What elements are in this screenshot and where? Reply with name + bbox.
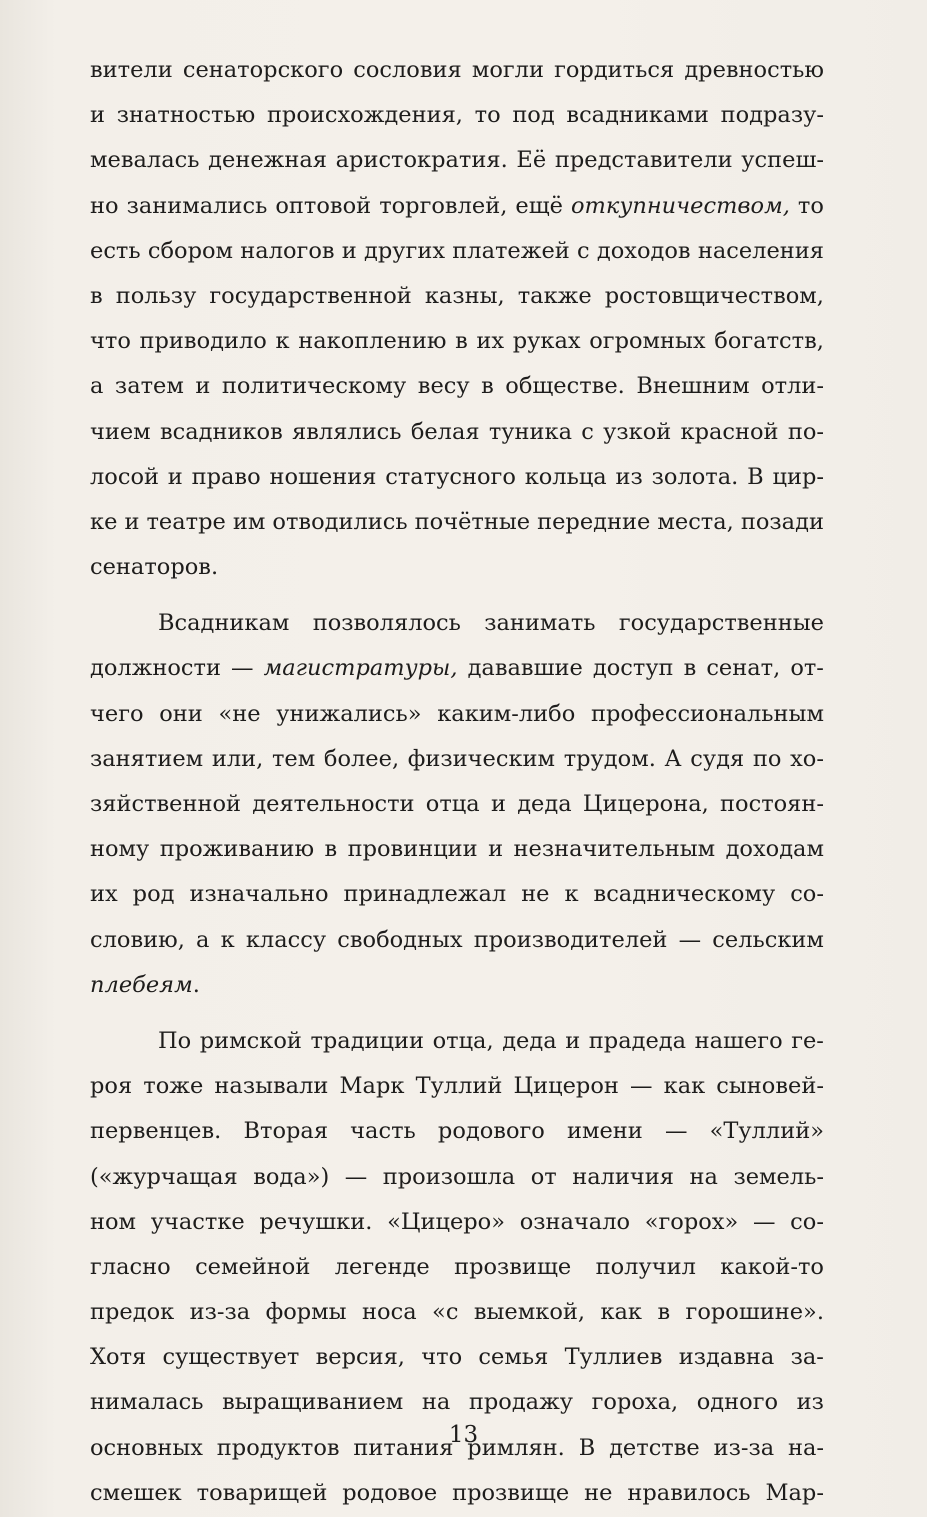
- word: что: [421, 1344, 463, 1371]
- word: —: [752, 1208, 776, 1235]
- text-line: [90, 1290, 824, 1335]
- word: ном: [90, 1208, 137, 1235]
- paragraph: [90, 48, 824, 590]
- text-line: [90, 500, 824, 545]
- word: —: [664, 1118, 688, 1145]
- word: и: [488, 836, 504, 863]
- text-line: [90, 782, 824, 827]
- word: приводило: [139, 328, 267, 355]
- word: ке: [90, 508, 118, 535]
- word: государственной: [209, 282, 412, 309]
- word: а: [90, 373, 104, 400]
- word: существует: [162, 1344, 300, 1371]
- word: сословия: [353, 57, 462, 83]
- word: занимались: [126, 192, 268, 219]
- word: трудом.: [563, 745, 656, 772]
- word: часть: [350, 1118, 416, 1145]
- word: род: [132, 881, 175, 908]
- word: а: [196, 926, 210, 953]
- word: чего: [90, 700, 144, 727]
- word: Цицерона,: [582, 791, 709, 817]
- word: —: [344, 1163, 368, 1190]
- word: легенде: [334, 1253, 430, 1280]
- word: доходов: [596, 237, 691, 264]
- word: деятельности: [252, 791, 415, 817]
- word: судя: [690, 745, 745, 772]
- word: горошине».: [685, 1299, 824, 1326]
- word: всадников: [159, 418, 283, 445]
- text-line: [90, 1245, 824, 1290]
- body-text: [90, 48, 824, 1516]
- word: Туллий: [415, 1073, 503, 1100]
- text-line: [90, 319, 824, 364]
- word: налогов: [240, 237, 335, 264]
- word: речушки.: [259, 1208, 373, 1235]
- word: белая: [410, 418, 480, 445]
- page-number: 13: [448, 1422, 479, 1448]
- word: мевалась: [90, 147, 200, 174]
- word: продуктов: [216, 1434, 340, 1461]
- word: товарищей: [196, 1479, 328, 1506]
- word: денежная: [208, 147, 327, 174]
- text-line: [90, 692, 824, 737]
- word: каким-либо: [437, 700, 576, 727]
- word: сыновей-: [716, 1073, 824, 1100]
- word: («журчащая: [90, 1163, 238, 1190]
- word: богатств,: [714, 328, 824, 355]
- text-line: [90, 1064, 824, 1109]
- word: узкой: [603, 418, 672, 445]
- word: гордиться: [554, 57, 675, 83]
- word: плебеям: [90, 971, 193, 998]
- word: постоян-: [720, 791, 824, 817]
- word: хо-: [790, 745, 824, 772]
- word: Мар-: [765, 1479, 824, 1506]
- word: произошла: [382, 1163, 516, 1190]
- word: не: [584, 1479, 613, 1506]
- word: с: [581, 418, 594, 445]
- word: они: [159, 700, 203, 727]
- word: гороха,: [591, 1389, 679, 1416]
- word: к: [275, 328, 290, 355]
- word: представители: [554, 147, 733, 174]
- word: Туллиев: [564, 1344, 663, 1371]
- word: как: [600, 1299, 642, 1326]
- word: на: [689, 1163, 718, 1190]
- word: право: [191, 463, 261, 490]
- word: занимать: [484, 610, 596, 637]
- word: изначально: [189, 881, 329, 908]
- text-line: [90, 737, 824, 782]
- word: должности: [90, 655, 221, 682]
- word: сенаторов.: [90, 554, 219, 581]
- text-line: [90, 1471, 824, 1516]
- word: в: [657, 1299, 671, 1326]
- word: населения: [697, 237, 824, 264]
- word: оптовой: [275, 192, 372, 219]
- text-line: [90, 274, 824, 319]
- word: .: [192, 971, 200, 998]
- word: и: [195, 373, 211, 400]
- word: политическому: [221, 373, 407, 400]
- word: отца: [425, 791, 480, 817]
- word: на: [421, 1389, 451, 1416]
- word: семейной: [195, 1253, 311, 1280]
- word: в: [455, 328, 468, 355]
- word: позади: [740, 508, 824, 535]
- word: затем: [114, 373, 184, 400]
- paragraph-gap: [90, 1008, 824, 1019]
- paragraph: [90, 601, 824, 1008]
- word: в: [481, 373, 494, 400]
- word: на-: [787, 1434, 824, 1461]
- word: прозвище: [454, 1253, 572, 1280]
- word: родовое: [342, 1479, 438, 1506]
- word: казны,: [424, 282, 505, 309]
- word: то: [474, 102, 501, 129]
- text-line: [90, 918, 824, 963]
- word: от: [530, 1163, 557, 1190]
- word: других: [364, 237, 446, 264]
- word: По: [158, 1027, 192, 1054]
- word: римской: [199, 1027, 302, 1054]
- paragraph-gap: [90, 590, 824, 601]
- text-line: [90, 229, 824, 274]
- word: чием: [90, 418, 151, 445]
- word: ге-: [791, 1027, 824, 1054]
- word: кольца: [524, 463, 607, 490]
- word: —: [678, 926, 702, 953]
- word: производителей: [473, 926, 668, 953]
- word: выращиванием: [222, 1389, 404, 1416]
- word: нравилось: [627, 1479, 751, 1506]
- word: участке: [150, 1208, 245, 1235]
- word: огромных: [589, 328, 706, 355]
- word: могли: [471, 57, 544, 83]
- word: роя: [90, 1073, 133, 1100]
- word: «не: [218, 700, 261, 727]
- text-line: [90, 93, 824, 138]
- word: и: [341, 237, 357, 264]
- word: профессиональным: [590, 700, 824, 727]
- word: традиции: [310, 1027, 425, 1054]
- word: доходам: [725, 836, 824, 863]
- word: Вторая: [243, 1118, 329, 1145]
- word: происхождения,: [266, 102, 463, 129]
- word: доступ: [592, 655, 674, 682]
- word: и: [124, 508, 140, 535]
- word: им: [232, 508, 266, 535]
- word: семья: [478, 1344, 549, 1371]
- word: свободных: [337, 926, 463, 953]
- word: аристократия.: [335, 147, 508, 174]
- word: тоже: [143, 1073, 204, 1100]
- word: по: [752, 745, 782, 772]
- word: успеш-: [741, 147, 824, 174]
- word: смешек: [90, 1479, 182, 1506]
- word: вода»): [253, 1163, 330, 1190]
- word: в: [324, 836, 338, 863]
- word: всадническому: [593, 881, 776, 908]
- word: прадеда: [588, 1027, 687, 1054]
- word: провинции: [347, 836, 478, 863]
- word: их: [90, 881, 118, 908]
- word: сельским: [712, 926, 824, 953]
- word: обществе.: [505, 373, 625, 400]
- word: Хотя: [90, 1344, 147, 1371]
- word: А: [664, 745, 682, 772]
- word: но: [90, 192, 119, 219]
- word: носа: [362, 1299, 417, 1326]
- word: театре: [146, 508, 226, 535]
- word: золота.: [651, 463, 739, 490]
- text-line: [90, 1155, 824, 1200]
- word: в: [90, 282, 103, 309]
- word: формы: [265, 1299, 347, 1326]
- word: позволялось: [312, 610, 461, 637]
- word: издавна: [678, 1344, 775, 1371]
- word: цир-: [772, 463, 824, 490]
- word: сенаторского: [182, 57, 344, 83]
- word: сенат,: [706, 655, 781, 682]
- word: к: [564, 881, 579, 908]
- word: В: [578, 1434, 596, 1461]
- word: земель-: [733, 1163, 824, 1190]
- word: ному: [90, 836, 150, 863]
- word: под: [512, 102, 555, 129]
- word: деда: [502, 1027, 557, 1054]
- word: незначительным: [513, 836, 716, 863]
- word: выемкой,: [473, 1299, 586, 1326]
- word: версия,: [315, 1344, 405, 1371]
- word: всадниками: [566, 102, 709, 129]
- text-line: [90, 455, 824, 500]
- word: тем: [271, 745, 316, 772]
- word: также: [517, 282, 592, 309]
- word: туника: [488, 418, 572, 445]
- word: к: [220, 926, 235, 953]
- text-line: [90, 827, 824, 872]
- word: почётные: [414, 508, 531, 535]
- word: пользу: [115, 282, 197, 309]
- word: В: [747, 463, 764, 490]
- word: места,: [657, 508, 734, 535]
- text-line: [90, 1200, 824, 1245]
- text-line: [90, 184, 824, 229]
- text-line: [90, 1380, 824, 1425]
- word: и: [490, 791, 506, 817]
- word: как: [663, 1073, 706, 1100]
- word: со-: [790, 1208, 824, 1235]
- text-line: [90, 48, 824, 93]
- word: являлись: [292, 418, 402, 445]
- word: подразу-: [720, 102, 824, 129]
- word: и: [565, 1027, 581, 1054]
- word: «Туллий»: [709, 1118, 824, 1145]
- word: есть: [90, 237, 141, 264]
- word: из-за: [189, 1299, 251, 1326]
- text-line: [90, 646, 824, 691]
- word: передние: [537, 508, 651, 535]
- word: или,: [211, 745, 264, 772]
- text-line: [90, 138, 824, 183]
- word: занятием: [90, 745, 204, 772]
- word: «горох»: [644, 1208, 739, 1235]
- text-line: [90, 1019, 824, 1064]
- word: платежей: [452, 237, 570, 264]
- word: означало: [519, 1208, 631, 1235]
- word: ещё: [515, 192, 563, 219]
- word: зяйственной: [90, 791, 242, 817]
- word: руках: [512, 328, 581, 355]
- word: предок: [90, 1299, 175, 1326]
- word: называли: [214, 1073, 329, 1100]
- word: «с: [432, 1299, 459, 1326]
- word: первенцев.: [90, 1118, 222, 1145]
- word: из: [796, 1389, 824, 1416]
- word: отца,: [432, 1027, 494, 1054]
- word: в: [683, 655, 697, 682]
- word: имени: [566, 1118, 643, 1145]
- word: нашего: [694, 1027, 783, 1054]
- word: основных: [90, 1434, 203, 1461]
- word: не: [521, 881, 550, 908]
- word: одного: [696, 1389, 779, 1416]
- word: физическим: [407, 745, 556, 772]
- word: древностью: [684, 57, 824, 83]
- word: Внешним: [636, 373, 750, 400]
- word: торговлей,: [379, 192, 508, 219]
- word: принадлежал: [343, 881, 507, 908]
- word: нималась: [90, 1389, 204, 1416]
- word: римлян.: [467, 1434, 565, 1461]
- word: из: [615, 463, 643, 490]
- word: Цицерон: [513, 1073, 619, 1100]
- word: статусного: [385, 463, 516, 490]
- word: продажу: [468, 1389, 574, 1416]
- word: —: [630, 1073, 653, 1100]
- word: лосой: [90, 463, 159, 490]
- word: какой-то: [720, 1253, 824, 1280]
- word: гласно: [90, 1253, 171, 1280]
- word: родового: [437, 1118, 545, 1145]
- word: и: [167, 463, 183, 490]
- word: за-: [790, 1344, 824, 1371]
- word: откупничеством,: [571, 192, 790, 219]
- word: накоплению: [298, 328, 447, 355]
- word: магистратуры,: [263, 655, 458, 682]
- word: то: [797, 192, 824, 219]
- word: питания: [353, 1434, 454, 1461]
- word: прозвище: [452, 1479, 570, 1506]
- word: отводились: [272, 508, 408, 535]
- word: деда: [517, 791, 572, 817]
- word: и: [90, 102, 105, 129]
- word: ростовщичеством,: [604, 282, 824, 309]
- word: по-: [787, 418, 824, 445]
- word: классу: [245, 926, 327, 953]
- word: государственные: [618, 610, 824, 637]
- word: Всадникам: [158, 610, 290, 637]
- text-line: [90, 1109, 824, 1154]
- word: красной: [680, 418, 779, 445]
- word: с: [577, 237, 590, 264]
- word: —: [231, 655, 254, 682]
- text-line: [90, 364, 824, 409]
- text-line: [90, 963, 824, 1008]
- word: проживанию: [159, 836, 315, 863]
- text-line: [90, 410, 824, 455]
- word: Её: [516, 147, 547, 174]
- word: детстве: [609, 1434, 700, 1461]
- word: знатностью: [116, 102, 256, 129]
- word: сбором: [147, 237, 234, 264]
- word: ношения: [269, 463, 377, 490]
- word: отли-: [761, 373, 824, 400]
- word: Марк: [339, 1073, 405, 1100]
- text-line: [90, 1335, 824, 1380]
- word: что: [90, 328, 131, 355]
- text-line: [90, 872, 824, 917]
- word: вители: [90, 57, 173, 83]
- word: весу: [417, 373, 470, 400]
- word: из-за: [713, 1434, 775, 1461]
- word: их: [476, 328, 505, 355]
- word: более,: [323, 745, 400, 772]
- word: «Цицеро»: [387, 1208, 505, 1235]
- word: словию,: [90, 926, 185, 953]
- word: со-: [790, 881, 824, 908]
- word: дававшие: [467, 655, 583, 682]
- text-line: [90, 601, 824, 646]
- word: от-: [790, 655, 824, 682]
- word: унижались»: [276, 700, 422, 727]
- word: получил: [595, 1253, 696, 1280]
- text-line: [90, 545, 824, 590]
- word: наличия: [572, 1163, 674, 1190]
